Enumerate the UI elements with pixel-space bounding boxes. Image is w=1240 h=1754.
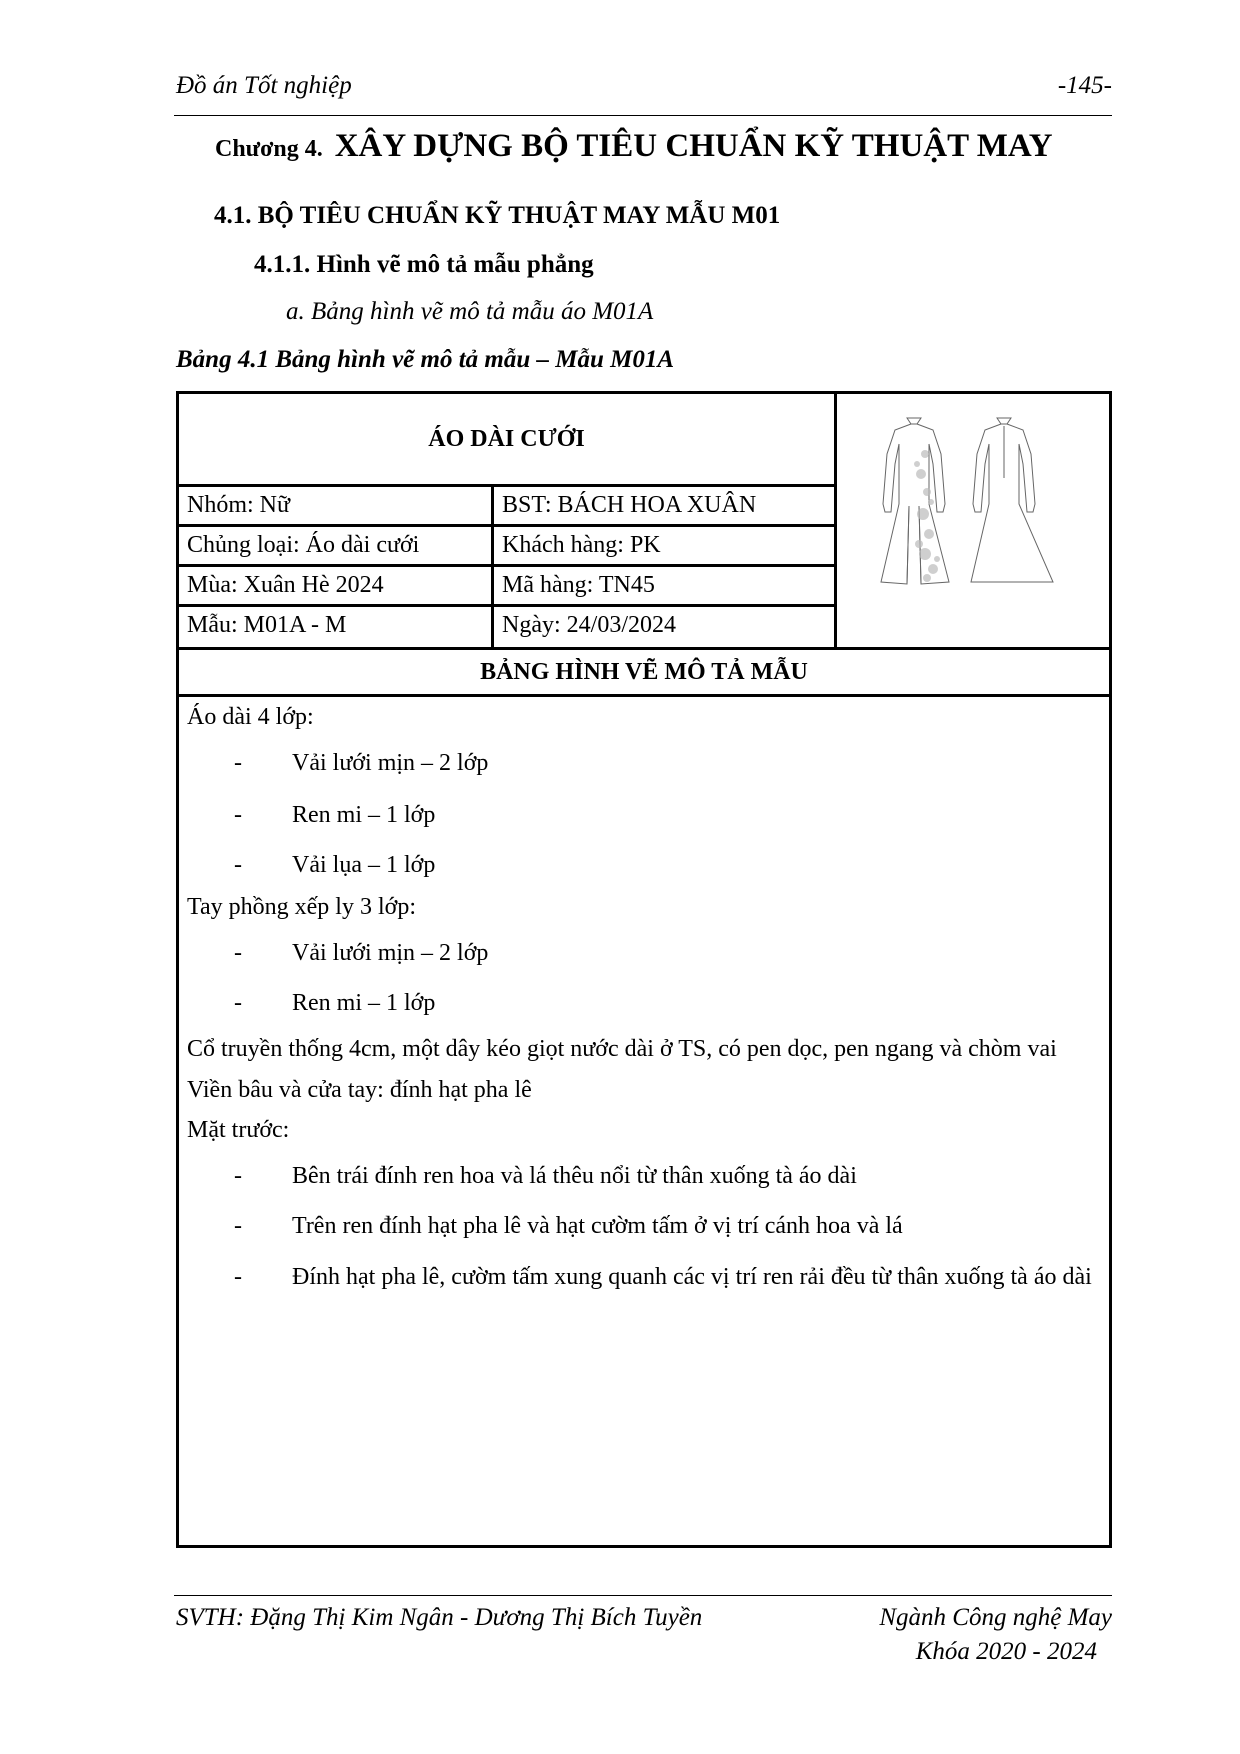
info-date: Ngày: 24/03/2024 bbox=[494, 607, 837, 650]
subsection-heading: 4.1.1. Hình vẽ mô tả mẫu phẳng bbox=[254, 251, 594, 278]
header-left: Đồ án Tốt nghiệp bbox=[176, 72, 352, 99]
footer-major: Ngành Công nghệ May bbox=[879, 1604, 1112, 1631]
footer-authors: SVTH: Đặng Thị Kim Ngân - Dương Thị Bích Tuyền bbox=[176, 1604, 703, 1631]
list-item: - Vải lưới mịn – 2 lớp bbox=[234, 940, 489, 966]
list-item: - Ren mi – 1 lớp bbox=[234, 802, 436, 828]
description bbox=[179, 697, 1109, 1298]
info-group: Nhóm: Nữ bbox=[179, 487, 494, 527]
desc-paragraph: Tay phồng xếp ly 3 lớp: bbox=[187, 894, 416, 920]
desc-paragraph: Mặt trước: bbox=[187, 1117, 290, 1143]
list-item: - Ren mi – 1 lớp bbox=[234, 990, 436, 1016]
footer-rule bbox=[174, 1595, 1112, 1596]
info-collection: BST: BÁCH HOA XUÂN bbox=[494, 487, 837, 527]
info-category: Chủng loại: Áo dài cưới bbox=[179, 527, 494, 567]
section-title: BẢNG HÌNH VẼ MÔ TẢ MẪU bbox=[179, 650, 1109, 697]
list-item: - Vải lưới mịn – 2 lớp bbox=[234, 750, 489, 776]
list-item: - Vải lụa – 1 lớp bbox=[234, 852, 436, 878]
list-item: - Đính hạt pha lê, cườm tấm xung quanh các vị trí ren rải đều từ thân xuống tà áo dài bbox=[234, 1264, 1092, 1290]
desc-paragraph: Viền bâu và cửa tay: đính hạt pha lê bbox=[187, 1077, 532, 1103]
product-title: ÁO DÀI CƯỚI bbox=[179, 394, 837, 487]
table-caption: Bảng 4.1 Bảng hình vẽ mô tả mẫu – Mẫu M01A bbox=[176, 346, 675, 373]
chapter-prefix: Chương 4. bbox=[215, 136, 323, 162]
chapter-heading bbox=[215, 128, 1053, 165]
info-customer: Khách hàng: PK bbox=[494, 527, 837, 567]
info-style-code: Mã hàng: TN45 bbox=[494, 567, 837, 607]
garment-sketch bbox=[837, 394, 1109, 650]
spec-table bbox=[176, 391, 1112, 1548]
list-item: - Bên trái đính ren hoa và lá thêu nổi từ thân xuống tà áo dài bbox=[234, 1163, 857, 1189]
info-pattern: Mẫu: M01A - M bbox=[179, 607, 494, 650]
footer-course: Khóa 2020 - 2024 bbox=[915, 1638, 1097, 1665]
info-season: Mùa: Xuân Hè 2024 bbox=[179, 567, 494, 607]
desc-paragraph: Cổ truyền thống 4cm, một dây kéo giọt nước dài ở TS, có pen dọc, pen ngang và chòm vai bbox=[187, 1036, 1057, 1062]
page-number: -145- bbox=[1057, 72, 1112, 99]
list-item: - Trên ren đính hạt pha lê và hạt cườm tấm ở vị trí cánh hoa và lá bbox=[234, 1213, 903, 1239]
section-heading: 4.1. BỘ TIÊU CHUẨN KỸ THUẬT MAY MẪU M01 bbox=[214, 202, 781, 229]
ao-dai-illustration bbox=[837, 394, 1109, 647]
desc-paragraph: Áo dài 4 lớp: bbox=[187, 704, 314, 730]
header-rule bbox=[174, 115, 1112, 116]
item-heading: a. Bảng hình vẽ mô tả mẫu áo M01A bbox=[286, 298, 654, 325]
chapter-title: XÂY DỰNG BỘ TIÊU CHUẨN KỸ THUẬT MAY bbox=[334, 128, 1053, 164]
